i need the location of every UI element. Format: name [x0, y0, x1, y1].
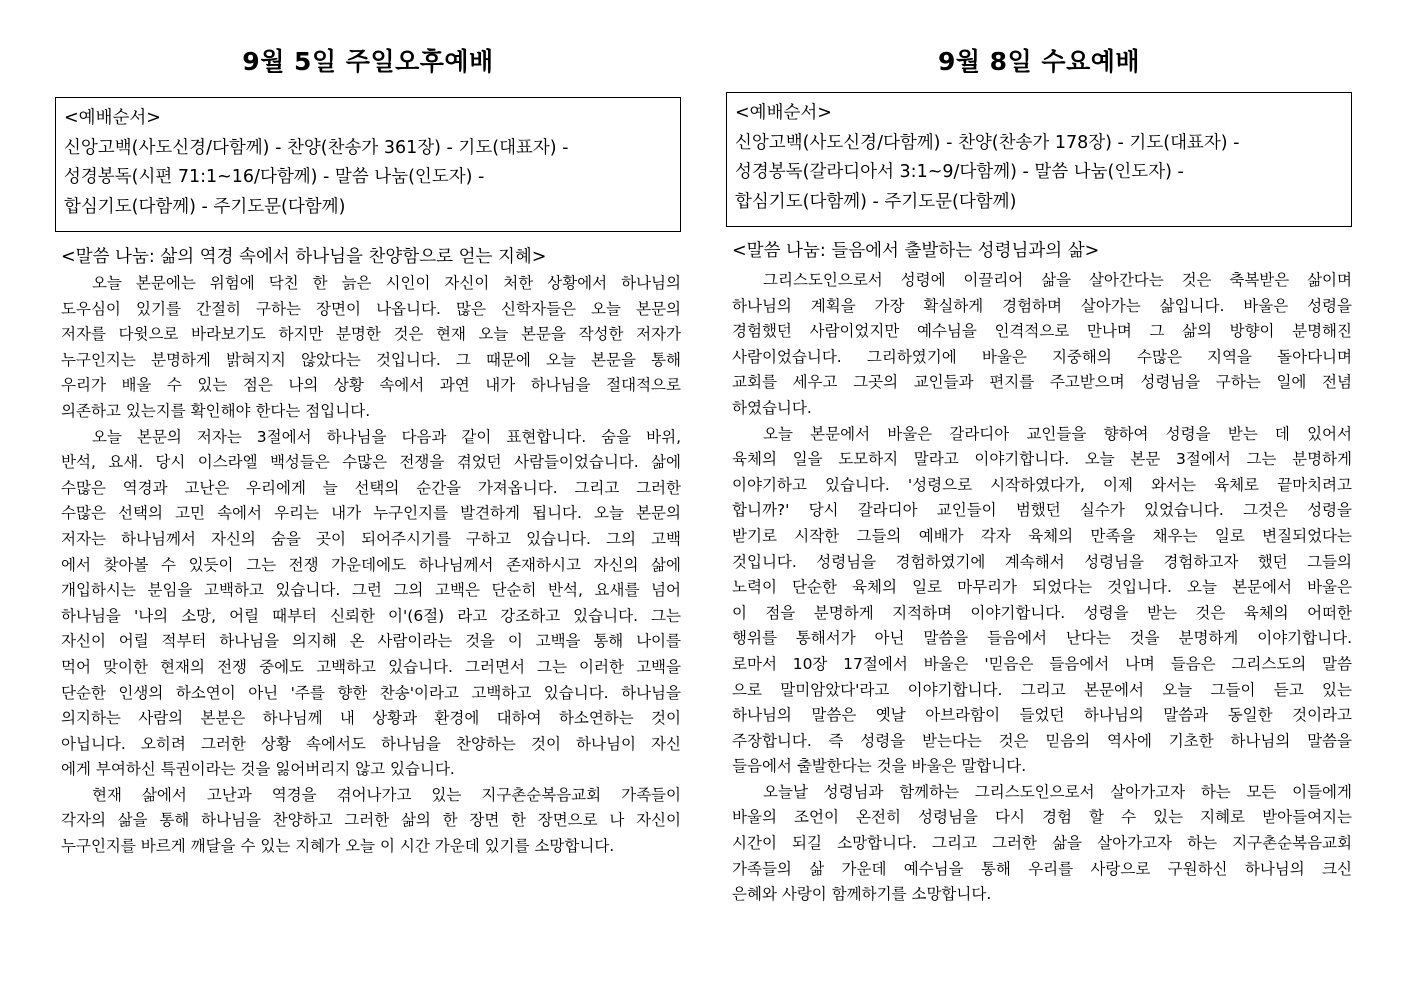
body-line: 그리스도인으로서 성령에 이끌리어 삶을 살아간다는 것은 축복받은 삶이며 [763, 271, 1352, 289]
body-line: 하나님을 '나의 소망, 어릴 때부터 신뢰한 이'(6절) 라고 강조하고 있습니다. 그는 [61, 606, 681, 625]
body-line: 하나님의 계획을 가장 확실하게 경험하며 살아가는 삶입니다. 바울은 성령을 [732, 296, 1352, 315]
body-line: 들음에서 출발한다는 것을 바울은 말합니다. [732, 757, 1027, 776]
worship-order-box [726, 92, 1352, 227]
body-line: 개입하시는 분임을 고백하고 있습니다. 그런 그의 고백은 단순히 반석, 요새를 넘어 [61, 581, 681, 600]
body-line: 하나님의 말씀은 옛날 아브라함이 들었던 하나님의 말씀과 동일한 것이라고 [732, 706, 1352, 725]
body-line: 은혜와 사랑이 함께하기를 소망합니다. [732, 885, 992, 904]
sermon-title: <말씀 나눔: 들음에서 출발하는 성령님과의 삶> [732, 241, 1100, 261]
body-line: 우리가 배울 수 있는 점은 나의 상황 속에서 과연 내가 하나님을 절대적으로 [61, 376, 681, 395]
body-line: 이 점을 분명하게 지적하며 이야기합니다. 성령을 받는 것은 육체의 어떠한 [732, 603, 1352, 622]
body-line: 에게 부여하신 특권이라는 것을 잃어버리지 않고 있습니다. [61, 760, 455, 779]
sermon-body [61, 271, 681, 860]
body-line: 로마서 10장 17절에서 바울은 '믿음은 들음에서 나며 들음은 그리스도의 말씀 [732, 654, 1352, 673]
body-line: 누구인지를 바르게 깨달을 수 있는 지혜가 오늘 이 시간 가운데 있기를 소망합니다. [61, 837, 615, 856]
body-line: 저자를 다윗으로 바라보기도 하지만 분명한 것은 현재 오늘 본문을 작성한 저자가 [61, 325, 681, 344]
body-line: 현재 삶에서 고난과 역경을 겪어나가고 있는 지구촌순복음교회 가족들이 [92, 785, 681, 804]
body-line: 바울의 조언이 온전히 성령님을 다시 경험 할 수 있는 지혜로 받아들여지는 [732, 808, 1352, 827]
body-line: 누구인지는 분명하게 밝혀지지 않았다는 것입니다. 그 때문에 오늘 본문을 통해 [61, 350, 681, 369]
body-line: 각자의 삶을 통해 하나님을 찬양하고 그러한 삶의 한 장면 한 장면으로 나 자신이 [61, 811, 681, 830]
body-line: 아닙니다. 오히려 그러한 상황 속에서도 하나님을 찬양하는 것이 하나님이 자신 [61, 734, 681, 753]
body-line: 오늘 본문에는 위험에 닥친 한 늙은 시인이 자신이 처한 상황에서 하나님의 [92, 274, 681, 292]
worship-order-line: 합심기도(다함께) - 주기도문(다함께) [735, 191, 1017, 212]
worship-order-line: 신앙고백(사도신경/다함께) - 찬양(찬송가 178장) - 기도(대표자) - [735, 132, 1240, 153]
worship-order-line: 성경봉독(시편 71:1~16/다함께) - 말씀 나눔(인도자) - [64, 167, 485, 187]
body-line: 육체의 일을 도모하지 말라고 이야기합니다. 오늘 본문 3절에서 그는 분명하게 [732, 450, 1352, 469]
body-line: 오늘날 성령님과 함께하는 그리스도인으로서 살아가고자 하는 모든 이들에게 [763, 782, 1352, 801]
body-line: 도우심이 있기를 간절히 구하는 장면이 나옵니다. 많은 신학자들은 오늘 본문의 [61, 299, 681, 318]
worship-order-line: 합심기도(다함께) - 주기도문(다함께) [64, 196, 346, 217]
body-line: 오늘 본문에서 바울은 갈라디아 교인들을 향하여 성령을 받는 데 있어서 [763, 424, 1352, 443]
body-line: 하였습니다. [732, 398, 812, 417]
worship-order-box [55, 97, 681, 232]
body-line: 합니까?' 당시 갈라디아 교인들이 범했던 실수가 있었습니다. 그것은 성령을 [732, 501, 1352, 520]
body-line: 받기로 시작한 그들의 예배가 각자 육체의 만족을 채우는 일로 변질되었다는 [732, 526, 1352, 545]
body-line: 의존하고 있는지를 확인해야 한다는 점입니다. [61, 401, 371, 420]
body-line: 시간이 되길 소망합니다. 그리고 그러한 삶을 살아가고자 하는 지구촌순복음교회 [732, 834, 1352, 853]
worship-order-heading: <예배순서> [735, 103, 832, 123]
body-line: 의지하는 사람의 본분은 하나님께 내 상황과 환경에 대하여 하소연하는 것이 [61, 709, 681, 728]
body-line: 노력이 단순한 육체의 일로 마무리가 되었다는 것입니다. 오늘 본문에서 바울은 [732, 578, 1352, 597]
body-line: 으로 말미암았다'라고 이야기합니다. 그리고 본문에서 오늘 그들이 듣고 있는 [732, 680, 1352, 699]
body-line: 수많은 선택의 고민 속에서 우리는 내가 누구인지를 발견하게 됩니다. 오늘 본문의 [61, 504, 681, 523]
service-title: 9월 5일 주일오후예배 [242, 47, 494, 76]
body-line: 경험했던 사람이었지만 예수님을 인격적으로 만나며 그 삶의 방향이 분명해진 [732, 322, 1352, 341]
body-line: 에서 찾아볼 수 있듯이 그는 전쟁 가운데에도 하나님께서 존재하시고 자신의 삶에 [61, 555, 681, 574]
body-line: 단순한 인생의 하소연이 아닌 '주를 향한 찬송'이라고 고백하고 있습니다. 하나님을 [61, 683, 681, 702]
body-line: 먹어 맞이한 현재의 전쟁 중에도 고백하고 있습니다. 그러면서 그는 이러한 고백을 [61, 657, 681, 676]
body-line: 교회를 세우고 그곳의 교인들과 편지를 주고받으며 성령님을 구하는 일에 전념 [732, 373, 1352, 392]
worship-order-heading: <예배순서> [64, 108, 161, 128]
body-line: 오늘 본문의 저자는 3절에서 하나님을 다음과 같이 표현합니다. 숨을 바위, [92, 427, 681, 446]
sermon-body [732, 268, 1352, 908]
worship-order-line: 신앙고백(사도신경/다함께) - 찬양(찬송가 361장) - 기도(대표자) - [64, 137, 569, 158]
body-line: 이야기하고 있습니다. '성령으로 시작하였다가, 이제 와서는 육체로 끝마치려고 [732, 475, 1352, 494]
body-line: 저자는 하나님께서 자신의 숨을 곳이 되어주시기를 구하고 있습니다. 그의 고백 [61, 529, 681, 548]
body-line: 가족들의 삶 가운데 예수님을 통해 우리를 사랑으로 구원하신 하나님의 크신 [732, 859, 1352, 878]
worship-order-line: 성경봉독(갈라디아서 3:1~9/다함께) - 말씀 나눔(인도자) - [735, 162, 1184, 182]
sermon-title: <말씀 나눔: 삶의 역경 속에서 하나님을 찬양함으로 얻는 지혜> [61, 247, 547, 267]
body-line: 수많은 역경과 고난은 우리에게 늘 선택의 순간을 가져옵니다. 그리고 그러한 [61, 478, 681, 497]
body-line: 주장합니다. 즉 성령을 받는다는 것은 믿음의 역사에 기초한 하나님의 말씀을 [732, 731, 1352, 750]
body-line: 반석, 요새. 당시 이스라엘 백성들은 수많은 전쟁을 겪었던 사람들이었습니다. 삶에 [61, 453, 681, 472]
body-line: 자신이 어릴 적부터 하나님을 의지해 온 사람이라는 것을 이 고백을 통해 나이를 [61, 632, 681, 651]
body-line: 것입니다. 성령님을 경험하였기에 계속해서 성령님을 경험하고자 했던 그들의 [732, 552, 1352, 571]
body-line: 행위를 통해서가 아닌 말씀을 들음에서 난다는 것을 분명하게 이야기합니다. [732, 629, 1352, 648]
body-line: 사람이었습니다. 그리하였기에 바울은 지중해의 수많은 지역을 돌아다니며 [732, 347, 1352, 366]
service-title: 9월 8일 수요예배 [937, 47, 1141, 76]
